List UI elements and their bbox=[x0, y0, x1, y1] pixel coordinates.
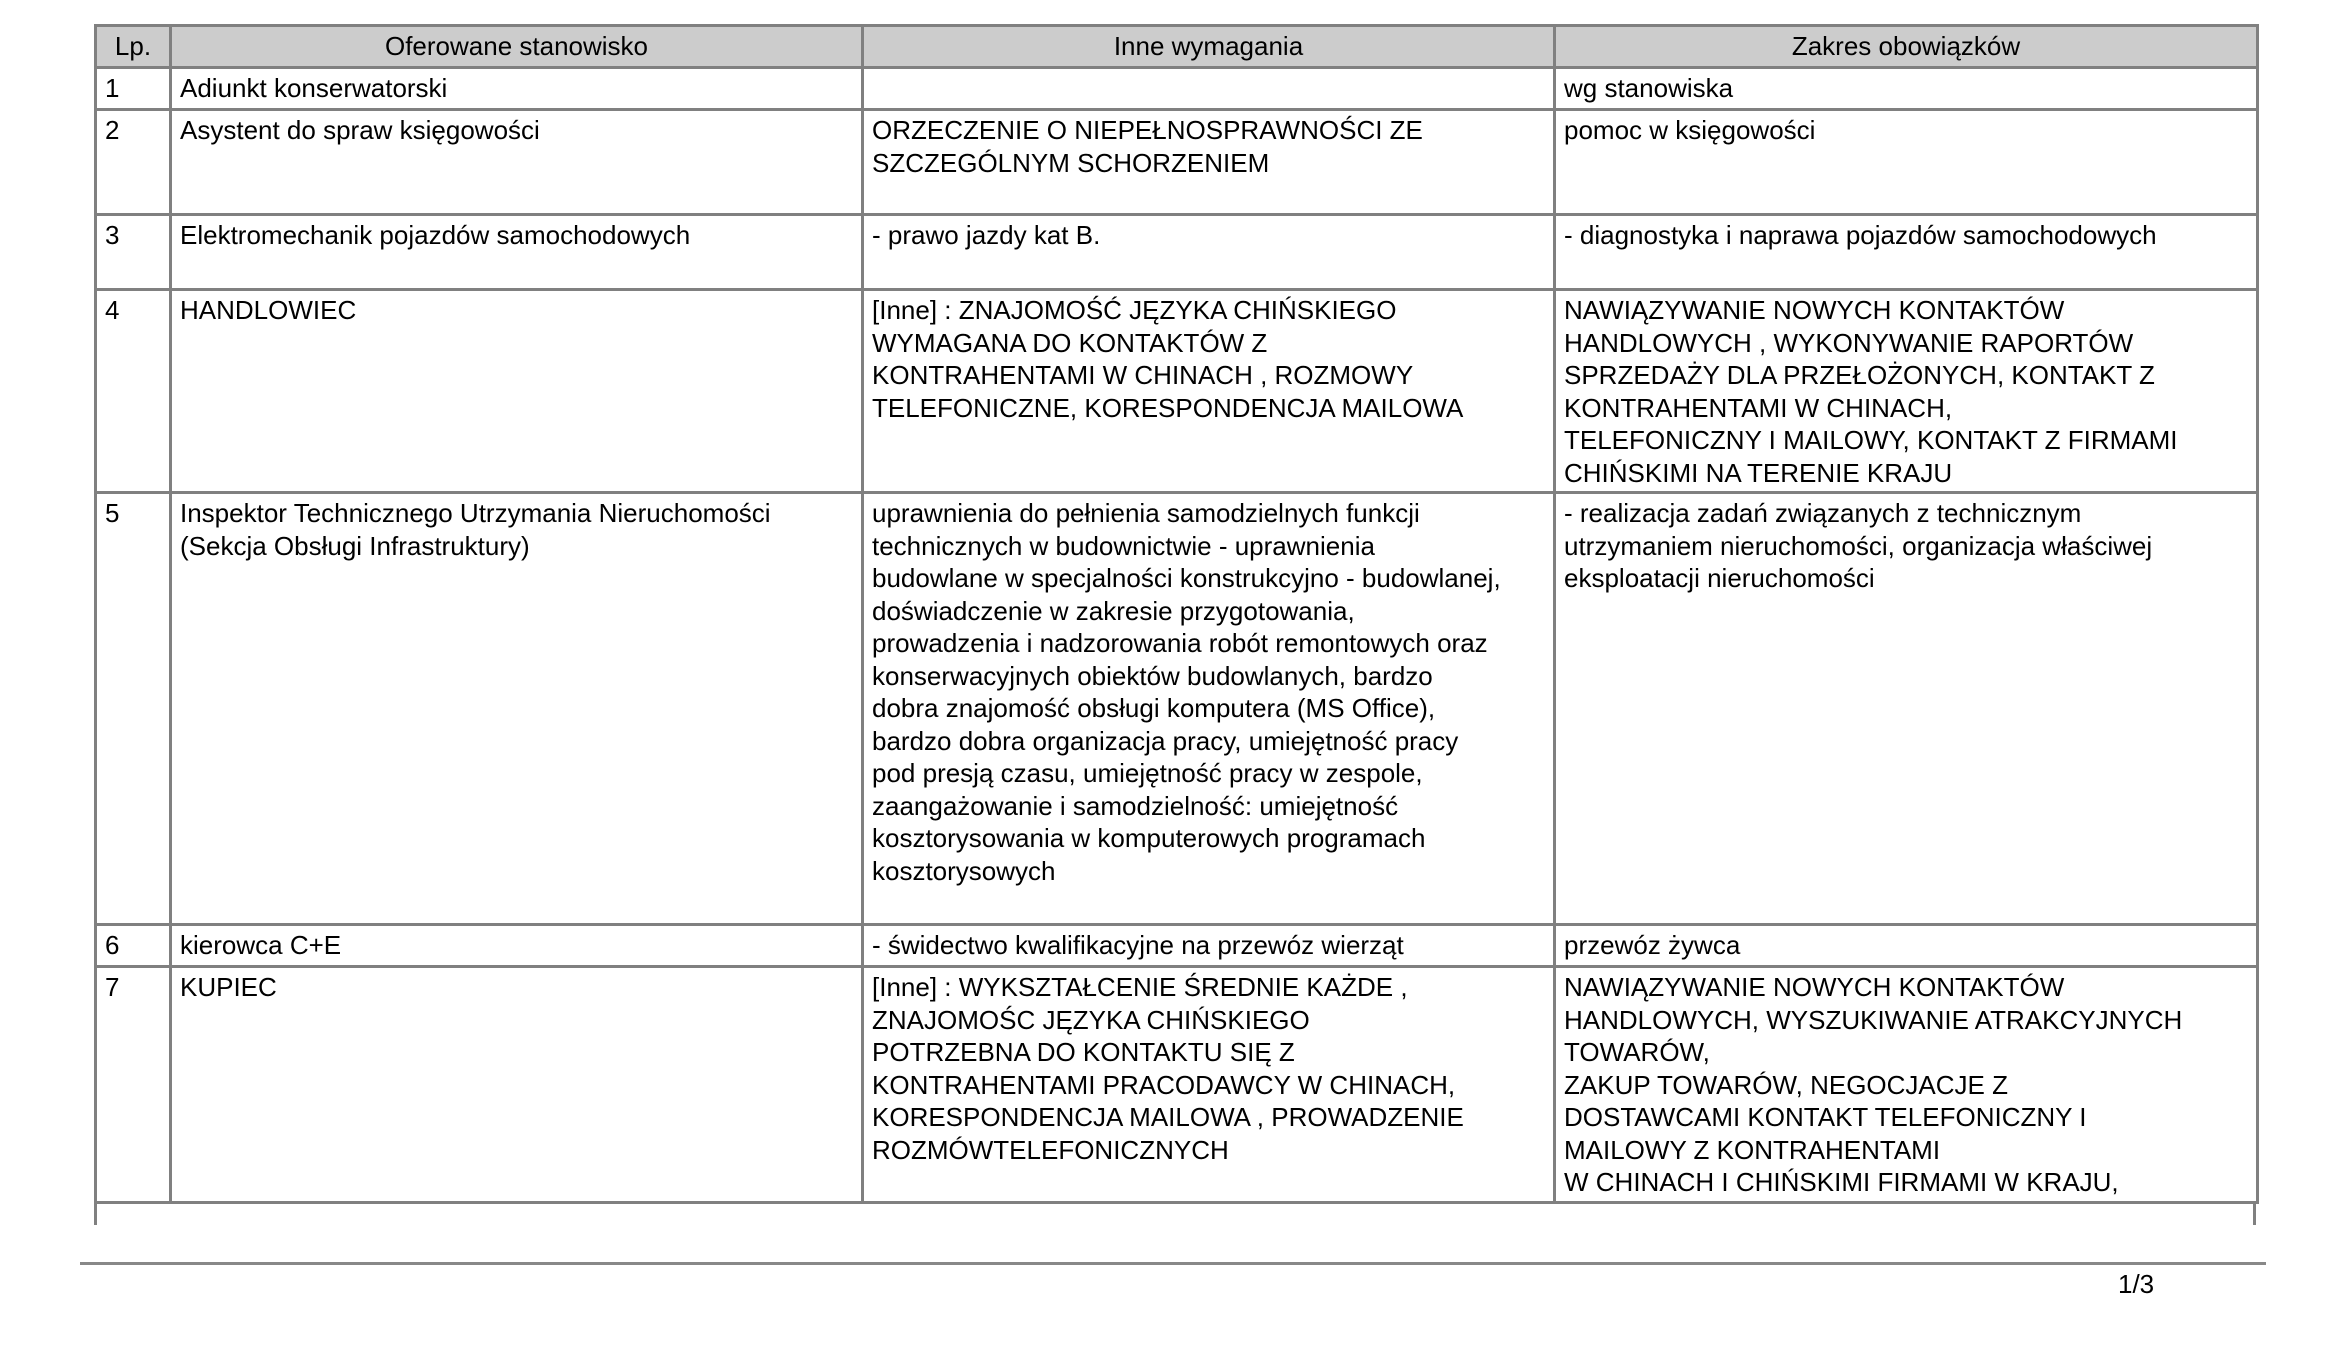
cell-duties: - realizacja zadań związanych z technicznym utrzymaniem nieruchomości, organizacja właściwej eksploatacji nieruchomości bbox=[1555, 493, 2258, 925]
page-number: 1/3 bbox=[2118, 1269, 2155, 1299]
cell-duties: - diagnostyka i naprawa pojazdów samochodowych bbox=[1555, 215, 2258, 290]
header-duties: Zakres obowiązków bbox=[1555, 26, 2258, 68]
cell-duties: przewóz żywca bbox=[1555, 925, 2258, 967]
cell-lp: 7 bbox=[96, 967, 171, 1203]
table-row bbox=[96, 215, 2258, 290]
table-row bbox=[96, 967, 2258, 1203]
cell-lp: 3 bbox=[96, 215, 171, 290]
cell-position: KUPIEC bbox=[171, 967, 863, 1203]
cell-requirements bbox=[863, 68, 1555, 110]
cell-position: kierowca C+E bbox=[171, 925, 863, 967]
cell-duties: wg stanowiska bbox=[1555, 68, 2258, 110]
table-row bbox=[96, 110, 2258, 215]
cell-position: Adiunkt konserwatorski bbox=[171, 68, 863, 110]
header-requirements: Inne wymagania bbox=[863, 26, 1555, 68]
cell-requirements: - świdectwo kwalifikacyjne na przewóz wierząt bbox=[863, 925, 1555, 967]
cell-duties: NAWIĄZYWANIE NOWYCH KONTAKTÓW HANDLOWYCH, WYSZUKIWANIE ATRAKCYJNYCH TOWARÓW, ZAKUP TOWARÓW, NEGOCJACJE Z DOSTAWCAMI KONTAKT TELEFONICZNY I MAILOWY Z KONTRAHENTAMI W CHINACH I CHIŃSKIMI FIRMAMI W KRAJU, bbox=[1555, 967, 2258, 1203]
cell-position: Inspektor Technicznego Utrzymania Nieruchomości (Sekcja Obsługi Infrastruktury) bbox=[171, 493, 863, 925]
table-row bbox=[96, 493, 2258, 925]
header-position: Oferowane stanowisko bbox=[171, 26, 863, 68]
cell-requirements: - prawo jazdy kat B. bbox=[863, 215, 1555, 290]
cell-lp: 2 bbox=[96, 110, 171, 215]
cell-position: Asystent do spraw księgowości bbox=[171, 110, 863, 215]
cell-duties: NAWIĄZYWANIE NOWYCH KONTAKTÓW HANDLOWYCH , WYKONYWANIE RAPORTÓW SPRZEDAŻY DLA PRZEŁOŻONYCH, KONTAKT Z KONTRAHENTAMI W CHINACH, TELEFONICZNY I MAILOWY, KONTAKT Z FIRMAMI CHIŃSKIMI NA TERENIE KRAJU bbox=[1555, 290, 2258, 493]
cell-requirements: ORZECZENIE O NIEPEŁNOSPRAWNOŚCI ZE SZCZEGÓLNYM SCHORZENIEM bbox=[863, 110, 1555, 215]
cell-position: HANDLOWIEC bbox=[171, 290, 863, 493]
footer-divider bbox=[80, 1262, 2266, 1265]
job-offers-table bbox=[94, 24, 2259, 1204]
table-continuation bbox=[94, 1204, 2256, 1225]
cell-lp: 1 bbox=[96, 68, 171, 110]
cell-requirements: [Inne] : ZNAJOMOŚĆ JĘZYKA CHIŃSKIEGO WYMAGANA DO KONTAKTÓW Z KONTRAHENTAMI W CHINACH , ROZMOWY TELEFONICZNE, KORESPONDENCJA MAILOWA bbox=[863, 290, 1555, 493]
cell-lp: 6 bbox=[96, 925, 171, 967]
cell-lp: 4 bbox=[96, 290, 171, 493]
table-row bbox=[96, 290, 2258, 493]
cell-lp: 5 bbox=[96, 493, 171, 925]
header-lp: Lp. bbox=[96, 26, 171, 68]
cell-requirements: uprawnienia do pełnienia samodzielnych funkcji technicznych w budownictwie - uprawnienia budowlane w specjalności konstrukcyjno - budowlanej, doświadczenie w zakresie przygotowania, prowadzenia i nadzorowania robót remontowych oraz konserwacyjnych obiektów budowlanych, bardzo dobra znajomość obsługi komputera (MS Office), bardzo dobra organizacja pracy, umiejętność pracy pod presją czasu, umiejętność pracy w zespole, zaangażowanie i samodzielność: umiejętność kosztorysowania w komputerowych programach kosztorysowych bbox=[863, 493, 1555, 925]
cell-duties: pomoc w księgowości bbox=[1555, 110, 2258, 215]
cell-requirements: [Inne] : WYKSZTAŁCENIE ŚREDNIE KAŻDE , ZNAJOMOŚC JĘZYKA CHIŃSKIEGO POTRZEBNA DO KONTAKTU SIĘ Z KONTRAHENTAMI PRACODAWCY W CHINACH, KORESPONDENCJA MAILOWA , PROWADZENIE ROZMÓWTELEFONICZNYCH bbox=[863, 967, 1555, 1203]
table-row bbox=[96, 925, 2258, 967]
table-row bbox=[96, 68, 2258, 110]
cell-position: Elektromechanik pojazdów samochodowych bbox=[171, 215, 863, 290]
table-header-row bbox=[96, 26, 2258, 68]
